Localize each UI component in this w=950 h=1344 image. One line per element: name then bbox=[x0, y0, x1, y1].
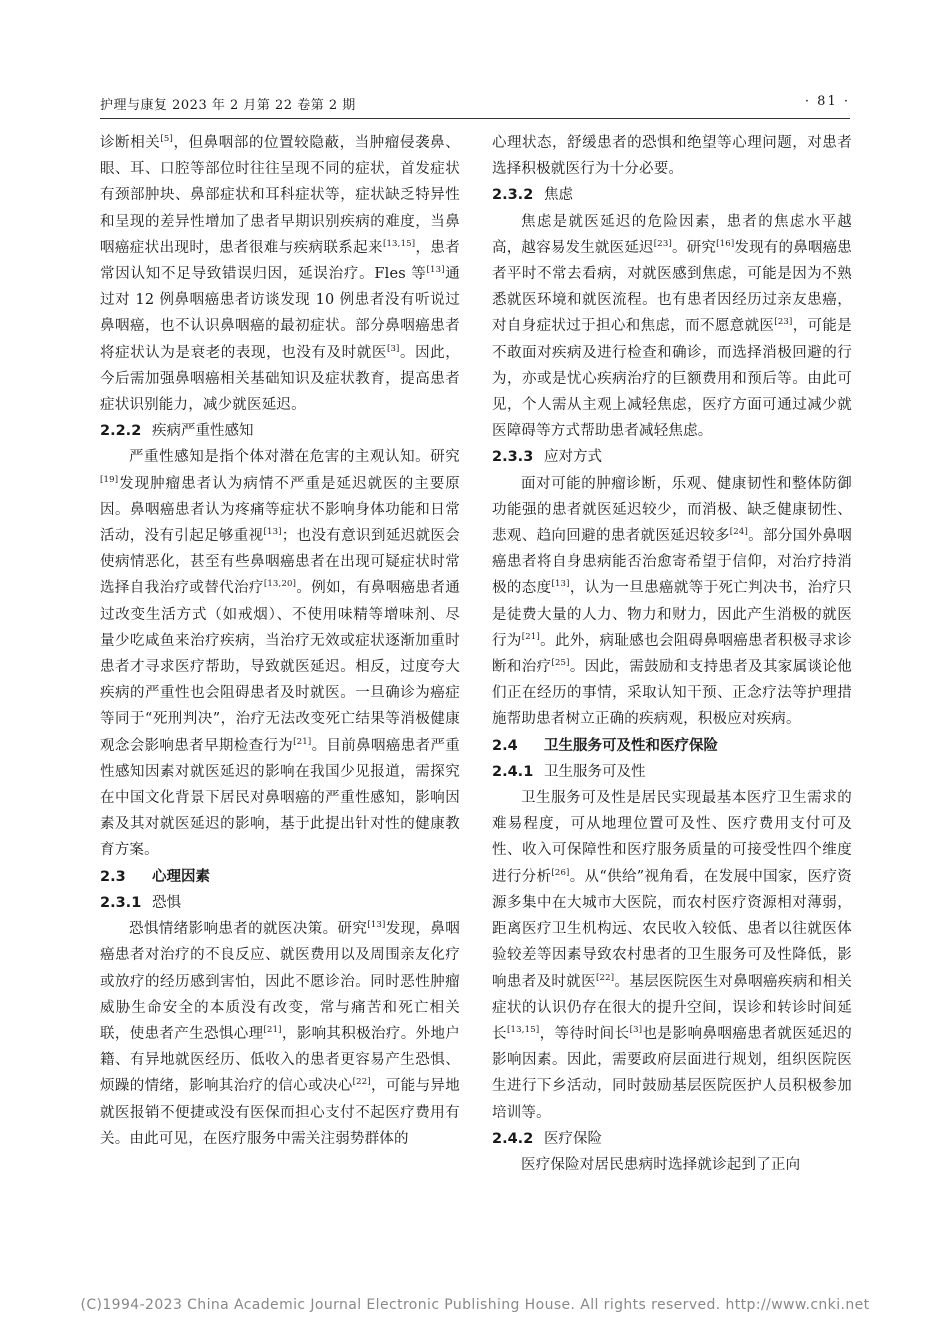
header-rule bbox=[100, 118, 850, 119]
paragraph-coping: 面对可能的肿瘤诊断，乐观、健康韧性和整体防御功能强的患者就医延迟较少，而消极、缺乏健康韧性、悲观、趋向回避的患者就医延迟较多[24]。部分国外鼻咽癌患者将自身患病能否治愈寄希望于信仰，对治疗持消极的态度[13]，认为一旦患癌就等于死亡判决书，治疗只是徒费大量的人力、物力和财力，因此产生消极的就医行为[21]。此外，病耻感也会阻碍鼻咽癌患者积极寻求诊断和治疗[25]。因此，需鼓励和支持患者及其家属谈论他们正在经历的事情，采取认知干预、正念疗法等护理措施帮助患者树立正确的疾病观，积极应对疾病。 bbox=[492, 475, 852, 728]
paragraph-anxiety: 焦虑是就医延迟的危险因素，患者的焦虑水平越高，越容易发生就医延迟[23]。研究[16]发现有的鼻咽癌患者平时不常去看病，对就医感到焦虑，可能是因为不熟悉就医环境和就医流程。也有患者因经历过亲友患癌，对自身症状过于担心和焦虑，而不愿意就医[23]，可能是不敢面对疾病及进行检查和确诊，而选择消极回避的行为，亦或是忧心疾病治疗的巨额费用和预后等。由此可见，个人需从主观上减轻焦虑，医疗方面可通过减少就医障碍等方式帮助患者减轻焦虑。 bbox=[492, 213, 853, 440]
heading-2-3-2: 2.3.2 焦虑 bbox=[492, 187, 573, 204]
heading-2-4-2: 2.4.2 医疗保险 bbox=[492, 1130, 602, 1147]
journal-citation: 护理与康复 2023 年 2 月第 22 卷第 2 期 bbox=[100, 98, 356, 113]
paragraph-2-2-1-continued: 诊断相关[5]，但鼻咽部的位置较隐蔽，当肿瘤侵袭鼻、眼、耳、口腔等部位时往往呈现不同的症状，首发症状有颈部肿块、鼻部症状和耳科症状等，症状缺乏特异性和呈现的差异性增加了患者早期识别疾病的难度，当鼻咽癌症状出现时，患者很难与疾病联系起来[13,15]，患者常因认知不足导致错误归因，延误治疗。Fles 等[13]通过对 12 例鼻咽癌患者访谈发现 10 例患者没有听说过鼻咽癌，也不认识鼻咽癌的最初症状。部分鼻咽癌患者将症状认为是衰老的表现，也没有及时就医[3]。因此，今后需加强鼻咽癌相关基础知识及症状教育，提高患者症状识别能力，减少就医延迟。 bbox=[100, 134, 460, 414]
heading-2-3-1: 2.3.1 恐惧 bbox=[100, 894, 181, 911]
paragraph-fear-continued: 心理状态，舒缓患者的恐惧和绝望等心理问题，对患者选择积极就医行为十分必要。 bbox=[492, 135, 852, 178]
page-number: · 81 · bbox=[804, 94, 850, 109]
left-column bbox=[100, 130, 460, 1152]
copyright-footer: (C)1994-2023 China Academic Journal Electronic Publishing House. All rights reserved. http://www.cnki.net bbox=[80, 1297, 870, 1313]
right-column bbox=[492, 130, 852, 1178]
heading-2-3: 2.3 心理因素 bbox=[100, 868, 210, 885]
running-header bbox=[100, 94, 850, 116]
heading-2-4-1: 2.4.1 卫生服务可及性 bbox=[492, 763, 646, 780]
paragraph-severity: 严重性感知是指个体对潜在危害的主观认知。研究[19]发现肿瘤患者认为病情不严重是延迟就医的主要原因。鼻咽癌患者认为疼痛等症状不影响身体功能和日常活动，没有引起足够重视[13]；也没有意识到延迟就医会使病情恶化，甚至有些鼻咽癌患者在出现可疑症状时常选择自我治疗或替代治疗[13,20]。例如，有鼻咽癌患者通过改变生活方式（如戒烟）、不使用味精等增味剂、尽量少吃咸鱼来治疗疾病，当治疗无效或症状逐渐加重时患者才寻求医疗帮助，导致就医延迟。相反，过度夸大疾病的严重性也会阻碍患者及时就医。一旦确诊为癌症等同于“死刑判决”，治疗无法改变死亡结果等消极健康观念会影响患者早期检查行为[21]。目前鼻咽癌患者严重性感知因素对就医延迟的影响在我国少见报道，需探究在中国文化背景下居民对鼻咽癌的严重性感知，影响因素及其对就医延迟的影响，基于此提出针对性的健康教育方案。 bbox=[100, 449, 461, 859]
heading-2-4: 2.4 卫生服务可及性和医疗保险 bbox=[492, 737, 718, 754]
paragraph-accessibility: 卫生服务可及性是居民实现最基本医疗卫生需求的难易程度，可从地理位置可及性、医疗费用支付可及性、收入可保障性和医疗服务质量的可接受性四个维度进行分析[26]。从“供给”视角看，在发展中国家，医疗资源多集中在大城市大医院，而农村医疗资源相对薄弱，距离医疗卫生机构远、农民收入较低、患者以往就医体验较差等因素导致农村患者的卫生服务可及性降低，影响患者及时就医[22]。基层医院医生对鼻咽癌疾病和相关症状的认识仍存在很大的提升空间，误诊和转诊时间延长[13,15]，等待时间长[3]也是影响鼻咽癌患者就医延迟的影响因素。因此，需要政府层面进行规划，组织医院医生进行下乡活动，同时鼓励基层医院医护人员积极参加培训等。 bbox=[492, 790, 853, 1121]
paragraph-fear: 恐惧情绪影响患者的就医决策。研究[13]发现，鼻咽癌患者对治疗的不良反应、就医费用以及周围亲友化疗或放疗的经历感到害怕，因此不愿诊治。同时恶性肿瘤威胁生命安全的本质没有改变，常与痛苦和死亡相关联，使患者产生恐惧心理[21]，影响其积极治疗。外地户籍、有异地就医经历、低收入的患者更容易产生恐惧、烦躁的情绪，影响其治疗的信心或决心[22]，可能与异地就医报销不便捷或没有医保而担心支付不起医疗费用有关。由此可见，在医疗服务中需关注弱势群体的 bbox=[100, 920, 461, 1147]
heading-2-3-3: 2.3.3 应对方式 bbox=[492, 449, 602, 466]
heading-2-2-2: 2.2.2 疾病严重性感知 bbox=[100, 423, 254, 440]
paragraph-insurance: 医疗保险对居民患病时选择就诊起到了正向 bbox=[521, 1156, 801, 1173]
